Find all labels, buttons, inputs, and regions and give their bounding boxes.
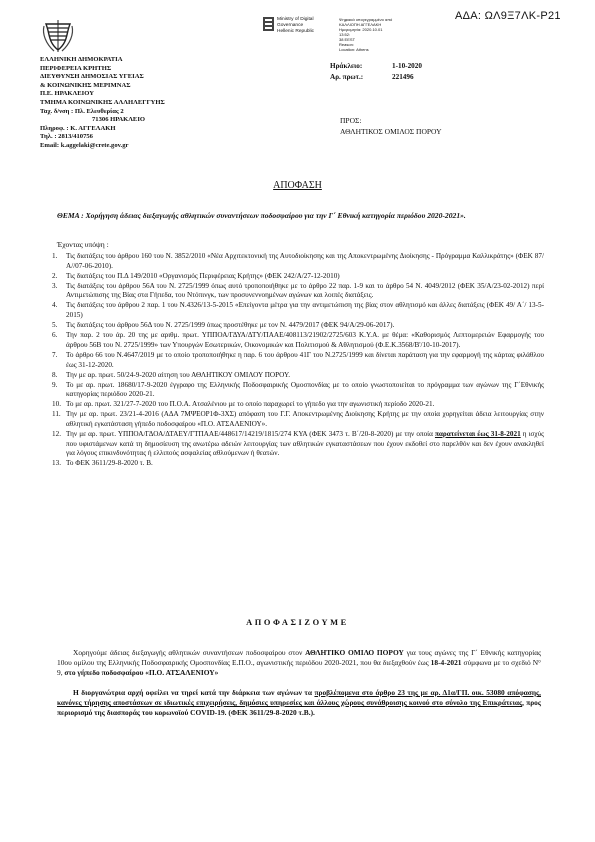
list-item: 4. Τις διατάξεις του άρθρου 2 παρ. 1 του Ν.4326/13-5-2015 «Επείγοντα μέτρα για την αντιμετώπιση της βίας στον αθλητισμό και άλλες διατάξεις (ΦΕΚ 49/ Α΄/ 13-5-2015): [52, 301, 544, 320]
list-item: 8. Την με αρ. πρωτ. 50/24-9-2020 αίτηση του ΑΘΛΗΤΙΚΟΥ ΟΜΙΛΟΥ ΠΟΡΟΥ.: [52, 370, 291, 379]
list-item: 10. Το με αρ. πρωτ. 321/27-7-2020 του Π.Ο.Α. Ατσαλένιου με το οποίο παραχωρεί το γήπεδο για την αγωνιστική περίοδο 2020-21.: [52, 400, 435, 409]
document-title: ΑΠΟΦΑΣΗ: [273, 180, 322, 191]
authority-line: Π.Ε. ΗΡΑΚΛΕΙΟΥ: [40, 90, 94, 98]
list-item: 12. Την με αρ. πρωτ. ΥΠΠΟΑ/ΓΔΟΑ/ΔΤΑΕΥ/ΓΤΠΑΑΕ/448617/14219/1815/274 ΚΥΑ (ΦΕΚ 3473 τ. Β΄/20-8-2020) με την οποία παρατείνεται έως 31-8-2021 η ισχύς που υφιστάμενων κατά τη δημοσίευση της ανωτέρω αδειών λειτουργίας των αθλητικών εγκαταστάσεων που έχουν εκδοθεί στο παρελθόν και δεν έχουν ανακληθεί για λόγους επικινδυνότητας ή ελλιπούς ασφαλείας αθλούμενων ή θεατών.: [52, 429, 544, 458]
list-item: 5. Τις διατάξεις του άρθρου 56Δ του Ν. 2725/1999 όπως προστέθηκε με τον Ν. 4479/2017 (ΦΕΚ 94/Α/29-06-2017).: [52, 321, 395, 330]
list-item: 9. Το με αρ. πρωτ. 18680/17-9-2020 έγγραφο της Ελληνικής Ποδοσφαιρικής Ομοσπονδίας με το οποίο γνωστοποιείται το πρόγραμμα των αγώνων της Γ΄Εθνικής κατηγορίας περιόδου 2020-21.: [52, 380, 544, 399]
ministry-logo-icon: [263, 17, 274, 31]
recipient-value: ΑΘΛΗΤΙΚΟΣ ΟΜΙΛΟΣ ΠΟΡΟΥ: [340, 127, 442, 136]
signature-line: Reason:: [339, 42, 354, 47]
phone: Τηλ. : 2813/410756: [40, 133, 93, 141]
signature-line: Location: Athens: [339, 47, 369, 52]
authority-line: & ΚΟΙΝΩΝΙΚΗΣ ΜΕΡΙΜΝΑΣ: [40, 81, 131, 89]
list-item: 7. Το άρθρο 66 του Ν.4647/2019 με το οποίο τροποποιήθηκε η παρ. 6 του άρθρου 41Γ του Ν.2725/1999 και δίνεται παράταση για την εφαρμογή της κάρτας φιλάθλου έως 31-12-2020.: [52, 350, 544, 369]
stadium-name: στο γήπεδο ποδοσφαίρου «Π.Ο. ΑΤΣΑΛΕΝΙΟΥ»: [64, 668, 219, 677]
address-line: Ταχ. δ/νση : Πλ. Ελευθερίας 2: [40, 107, 124, 115]
signature-line: Ημερομηνία: 2020.10.01: [339, 27, 383, 32]
signature-line: ΚΑΛΛΙΟΠΗ ΑΓΓΕΛΑΚΗ: [339, 22, 382, 27]
authority-header: [40, 56, 165, 151]
authority-line: ΔΙΕΥΘΥΝΣΗ ΔΗΜΟΣΙΑΣ ΥΓΕΙΑΣ: [40, 73, 144, 81]
protocol-label: Αρ. πρωτ.:: [330, 73, 364, 81]
email: Email: k.aggelaki@crete.gov.gr: [40, 141, 129, 149]
ministry-line: Ministry of Digital: [277, 17, 314, 22]
signature-line: 13:52:: [339, 32, 351, 37]
decision-paragraph: Χορηγούμε άδειας διεξαγωγής αθλητικών συναντήσεων ποδοσφαίρου στον ΑΘΛΗΤΙΚΟ ΟΜΙΛΟ ΠΟΡΟΥ για τους αγώνες της Γ΄ Εθνικής κατηγορίας 10ου ομίλου της Ελληνικής Ποδοσφαιρικής Ομοσπονδίας Ε.Π.Ο., αγωνιστικής περιόδου 2020-2021, που θα διεξαχθούν έως 18-4-2021 σύμφωνα με το σχεδιό Ν° 9, στο γήπεδο ποδοσφαίρου «Π.Ο. ΑΤΣΑΛΕΝΙΟΥ»: [57, 648, 541, 677]
obligations-paragraph: Η διοργανώτρια αρχή οφείλει να τηρεί κατά την διάρκεια των αγώνων τα προβλέπομενα στο άρθρο 23 της με αρ. Δ1α/ΓΠ. οικ. 53080 απόφασης, κανόνες τήρησης αποστάσεων σε ιδιωτικές επιχειρήσεις, δημόσιες υπηρεσίες και άλλους χώρους συνάθροισης κοινού στο σύνολο της Επικράτειας, προς περιορισμό της διασποράς του κορωνοϊού COVID-19. (ΦΕΚ 3611/29-8-2020 τ.Β.).: [57, 688, 541, 717]
having-seen-label: Έχοντας υπόψη :: [57, 240, 109, 249]
list-item: 3. Τις διατάξεις του άρθρου 56Α του Ν. 2725/1999 όπως αυτό τροποποιήθηκε με το άρθρο 22 παρ. 1-9 και το άρθρο 54 Ν. 4049/2012 (ΦΕΚ 35/Α/23-02-2012) περί Αντιμετώπισης της Βίας στα Γήπεδα, του Ντόπινγκ, των προσυνεννοημένων αγώνων και λοιπές διατάξεις.: [52, 281, 544, 300]
signature-line: Ψηφιακά υπογεγραμμένο από: [339, 17, 393, 22]
list-item: 6. Την παρ. 2 του άρ. 20 της με αριθμ. πρωτ. ΥΠΠΟΑ/ΓΔΥΑ/ΔΤΥ/ΠΑΑΕ/408113/21902/2725/603 Κ.Υ.Α. με θέμα: «Καθορισμός Λεπτομερειών Εφαρμογής του άρθρου 56Β του Ν. 2725/1999» των Υπουργών Εσωτερικών, Οικονομικών και Πολιτισμού & Αθλητισμού (Φ.Ε.Κ.3568/Β'/10-10-2017).: [52, 331, 544, 349]
list-item: 2. Τις διατάξεις του Π.Δ 149/2010 «Οργανισμός Περιφέρειας Κρήτης» (ΦΕΚ 242/Α/27-12-2010): [52, 271, 340, 280]
date-label: Ηράκλειο:: [330, 62, 363, 70]
authority-line: ΤΜΗΜΑ ΚΟΙΝΩΝΙΚΗΣ ΑΛΛΗΛΕΓΓΥΗΣ: [40, 98, 165, 106]
greek-emblem-icon: [40, 18, 76, 54]
list-item: 11. Την με αρ. πρωτ. 23/21-4-2016 (ΑΔΑ 7ΜΨΕΟΡ1Φ-3ΧΣ) απόφαση του Γ.Γ. Αποκεντρωμένης Διοίκησης Κρήτης με την οποία χορηγείται άδεια λειτουργίας στην αθλητική εγκατάσταση γήπεδο ποδοσφαίρου «Π.Ο. ΑΤΣΑΛΕΝΙΟΥ».: [52, 410, 544, 428]
considerations-list: [52, 252, 544, 469]
ministry-line: Governance: [277, 23, 304, 28]
until-date: 18-4-2021: [430, 658, 462, 667]
ministry-line: Hellenic Republic: [277, 29, 315, 34]
document-subject: ΘΕΜΑ : Χορήγηση άδειας διεξαγωγής αθλητικών συναντήσεων ποδοσφαίρου για την Γ΄ Εθνική κατηγορία περιόδου 2020-2021».: [57, 211, 466, 220]
recipient-label: ΠΡΟΣ:: [340, 116, 362, 125]
postcode-line: 71306 ΗΡΑΚΛΕΙΟ: [92, 116, 146, 124]
signature-line: 38 EEST: [339, 37, 356, 42]
recipient: [340, 116, 442, 138]
list-item: 13. Το ΦΕΚ 3611/29-8-2020 τ. Β.: [52, 459, 153, 468]
club-name: ΑΘΛΗΤΙΚΟ ΟΜΙΛΟ ΠΟΡΟΥ: [305, 648, 404, 657]
protocol-value: 221496: [392, 73, 414, 81]
list-item: 1. Τις διατάξεις του άρθρου 160 του Ν. 3852/2010 «Νέα Αρχιτεκτονική της Αυτοδιοίκησης και της Αποκεντρωμένης Διοίκησης - Πρόγραμμα Καλλικράτης» (ΦΕΚ 87/Α//07-06-2010).: [52, 252, 544, 270]
contact-person: Πληροφ. : Κ. ΑΓΓΕΛΑΚΗ: [40, 124, 116, 132]
decision-heading: ΑΠΟΦΑΣΙΖΟΥΜΕ: [246, 618, 349, 627]
date-value: 1-10-2020: [392, 62, 422, 70]
authority-line: ΕΛΛΗΝΙΚΗ ΔΗΜΟΚΡΑΤΙΑ: [40, 56, 123, 63]
authority-line: ΠΕΡΙΦΕΡΕΙΑ ΚΡΗΤΗΣ: [40, 64, 112, 72]
ada-code: ΑΔΑ: ΩΛ9Ξ7ΛΚ-Ρ21: [455, 10, 561, 22]
